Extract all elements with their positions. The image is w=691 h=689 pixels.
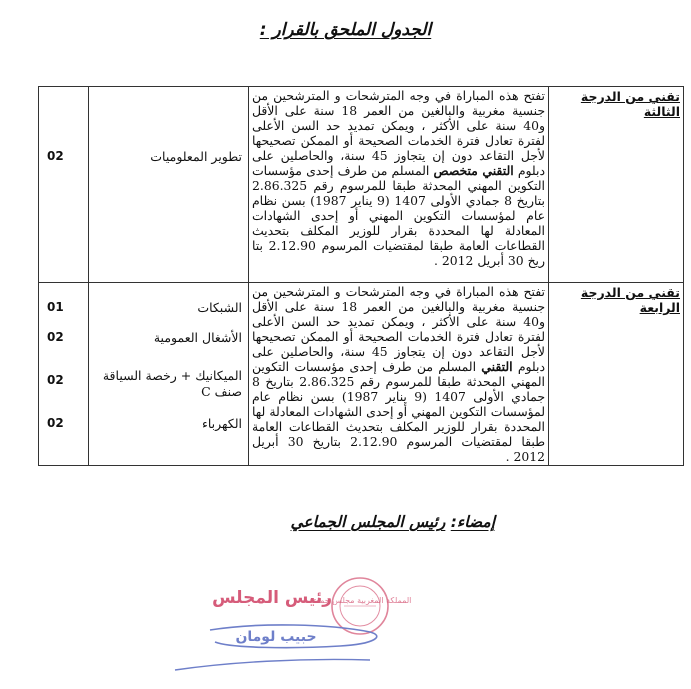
table-row <box>39 283 684 466</box>
post-count: 01 <box>47 300 64 314</box>
stamp-and-signature <box>170 570 430 680</box>
page-title: الجدول الملحق بالقرار : <box>259 20 432 40</box>
grade-label: تقني من الدرجة الثالثة <box>580 89 680 119</box>
specialty-item: تطوير المعلوميات <box>150 149 242 164</box>
specialty-item: الشبكات <box>197 300 242 315</box>
post-count: 02 <box>47 373 64 387</box>
count-cell <box>39 87 89 283</box>
diploma-name: التقني <box>481 359 513 374</box>
signature-label: إمضاء: <box>450 513 495 531</box>
count-cell <box>39 283 89 466</box>
grade-cell <box>549 283 684 466</box>
signature-name: رئيس المجلس الجماعي <box>290 513 446 531</box>
specialty-item: الأشغال العمومية <box>153 330 242 345</box>
conditions-cell <box>249 283 549 466</box>
grade-label: تقني من الدرجة الرابعة <box>580 285 680 315</box>
conditions-text: تفتح هذه المباراة في وجه المترشحات و المترشحين من جنسية مغربية والبالغين من العمر 18 سنة على الأقل و40 سنة على الأكثر ، ويمكن تمديد حد السن الأعلى لفترة تعادل فترة الخدمات الصحيحة أو الممكن تصحيحها لأجل التقاعد دون إن يتجاوز 45 سنة، والحاصلين على دبلوم <box>252 284 545 374</box>
conditions-cell <box>249 87 549 283</box>
post-count: 02 <box>47 416 64 430</box>
annex-table <box>38 86 684 466</box>
post-count: 02 <box>47 149 64 163</box>
signature-title <box>291 513 495 531</box>
specialty-item: الميكانيك + رخصة السياقة صنف C <box>102 368 242 400</box>
specialties-cell <box>89 283 249 466</box>
grade-cell <box>549 87 684 283</box>
conditions-text: المسلم من طرف إحدى مؤسسات التكوين المهني المحدثة طبقا للمرسوم رقم 2.86.325 بتاريخ 8 جمادي الأولى 1407 (9 يناير 1987) بسن نظام عام لمؤسسات التكوين المهني أو إحدى الشهادات المعادلة لها المحددة بقرار للوزير المكلف بتحديث القطاعات العامة طبقا لمقتضيات المرسوم 2.12.90 بتاريخ 30 أبريل 2012 . <box>252 359 545 464</box>
seal-text: المملكة المغربية مجلس جماعة <box>308 596 412 605</box>
conditions-text: تفتح هذه المباراة في وجه المترشحات و المترشحين من جنسية مغربية والبالغين من العمر 18 سنة على الأقل و40 سنة على الأكثر ، ويمكن تمديد حد السن الأعلى لفترة تعادل فترة الخدمات الصحيحة أو الممكن تصحيحها لأجل التقاعد دون إن يتجاوز 45 سنة، والحاصلين على دبلوم <box>252 88 545 178</box>
post-count: 02 <box>47 330 64 344</box>
diploma-name: التقني متخصص <box>433 163 514 178</box>
table-row <box>39 87 684 283</box>
handwritten-name: حبيب لومان <box>235 629 317 645</box>
specialties-cell <box>89 87 249 283</box>
handwritten-title: رئيس المجلس <box>212 588 332 608</box>
specialty-item: الكهرباء <box>201 416 242 431</box>
conditions-text: المسلم من طرف إحدى مؤسسات التكوين المهني المحدثة طبقا للمرسوم رقم 2.86.325 بتاريخ 8 جمادي الأولى 1407 (9 يناير 1987) بسن نظام عام لمؤسسات التكوين المهني أو إحدى الشهادات المعادلة لها المحددة بقرار للوزير المكلف بتحديث القطاعات العامة طبقا لمقتضيات المرسوم 2.12.90 بتا ريخ 30 أبريل 2012 . <box>252 163 545 268</box>
